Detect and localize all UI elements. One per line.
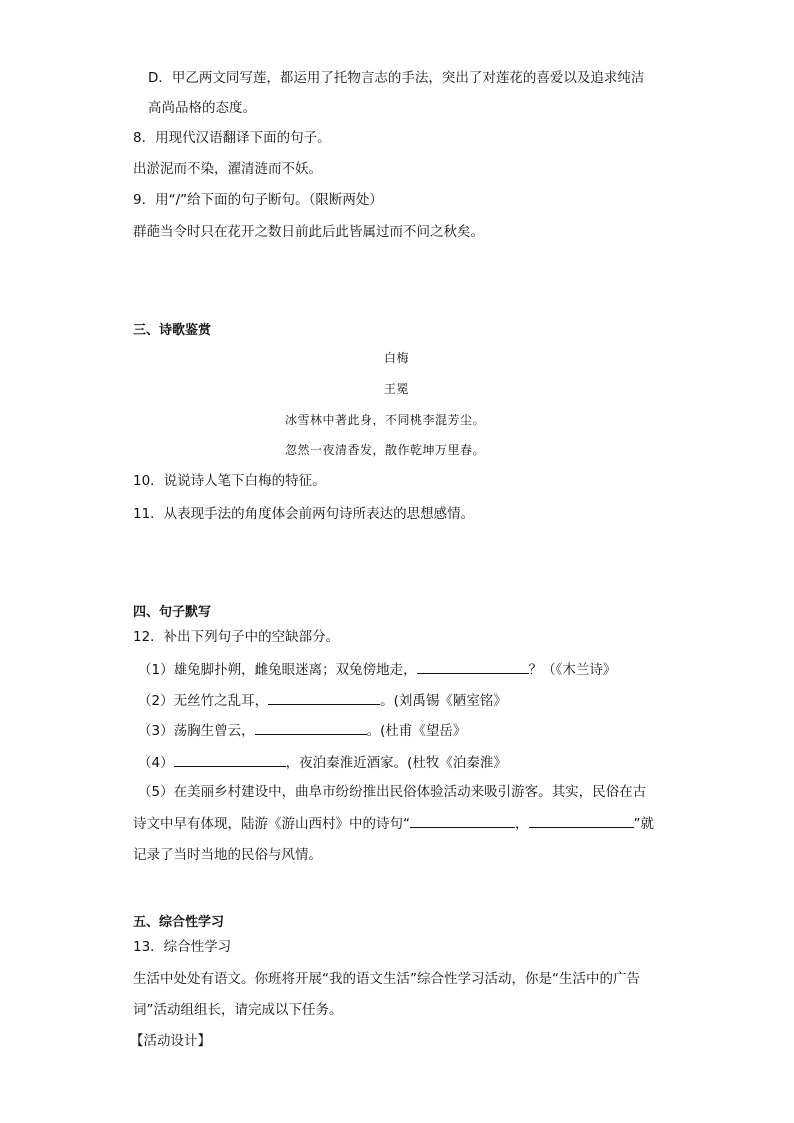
fill-item-3: （3）荡胸生曾云， 。(杜甫《望岳》 — [138, 720, 466, 741]
fill-item-5-line1: （5）在美丽乡村建设中，曲阜市纷纷推出民俗体验活动来吸引游客。其实，民俗在古 — [138, 784, 647, 800]
fill-item-5-line3: 记录了当时当地的民俗与风情。 — [133, 847, 322, 863]
poem-title: 白梅 — [384, 351, 410, 365]
q10-prompt: 10．说说诗人笔下白梅的特征。 — [133, 473, 326, 489]
section4-heading: 四、句子默写 — [133, 605, 212, 620]
fill-item-5-line2: 诗文中早有体现，陆游《游山西村》中的诗句“ ， ”就 — [133, 813, 654, 834]
q12-prompt: 12．补出下列句子中的空缺部分。 — [133, 629, 340, 645]
poem-author: 王冕 — [384, 382, 410, 396]
q8-sentence: 出淤泥而不染，濯清涟而不妖。 — [133, 161, 322, 177]
blank-4[interactable] — [174, 752, 286, 767]
fill-item-4: （4） ，夜泊秦淮近酒家。(杜牧《泊秦淮》 — [138, 752, 507, 773]
q13-para-line1: 生活中处处有语文。你班将开展“我的语文生活”综合性学习活动，你是“生活中的广告 — [133, 971, 640, 987]
blank-5a[interactable] — [410, 813, 515, 828]
section5-heading: 五、综合性学习 — [133, 915, 225, 930]
q7-option-d-line2: 高尚品格的态度。 — [148, 100, 256, 116]
section3-heading: 三、诗歌鉴赏 — [133, 323, 212, 338]
poem-line1: 冰雪林中著此身，不同桃李混芳尘。 — [285, 413, 486, 427]
fill-item-1: （1）雄兔脚扑朔，雌兔眼迷离；双兔傍地走， ？（《木兰诗》 — [138, 659, 616, 680]
blank-2[interactable] — [268, 690, 380, 705]
q7-option-d-line1: D．甲乙两文同写莲，都运用了托物言志的手法，突出了对莲花的喜爱以及追求纯洁 — [148, 70, 645, 86]
blank-1[interactable] — [417, 659, 529, 674]
fill-item-2: （2）无丝竹之乱耳， 。(刘禹锡《陋室铭》 — [138, 690, 507, 711]
q9-prompt: 9．用“/”给下面的句子断句。（限断两处） — [133, 192, 383, 208]
q8-prompt: 8．用现代汉语翻译下面的句子。 — [133, 130, 331, 146]
activity-design-label: 【活动设计】 — [130, 1033, 211, 1049]
q11-prompt: 11．从表现手法的角度体会前两句诗所表达的思想感情。 — [133, 506, 475, 522]
blank-5b[interactable] — [529, 813, 634, 828]
q13-para-line2: 词”活动组组长，请完成以下任务。 — [133, 1002, 343, 1018]
poem-line2: 忽然一夜清香发，散作乾坤万里春。 — [285, 443, 486, 457]
q9-sentence: 群葩当令时只在花开之数日前此后此皆属过而不问之秋矣。 — [133, 224, 484, 240]
q13-prompt: 13．综合性学习 — [133, 939, 232, 955]
blank-3[interactable] — [255, 720, 367, 735]
